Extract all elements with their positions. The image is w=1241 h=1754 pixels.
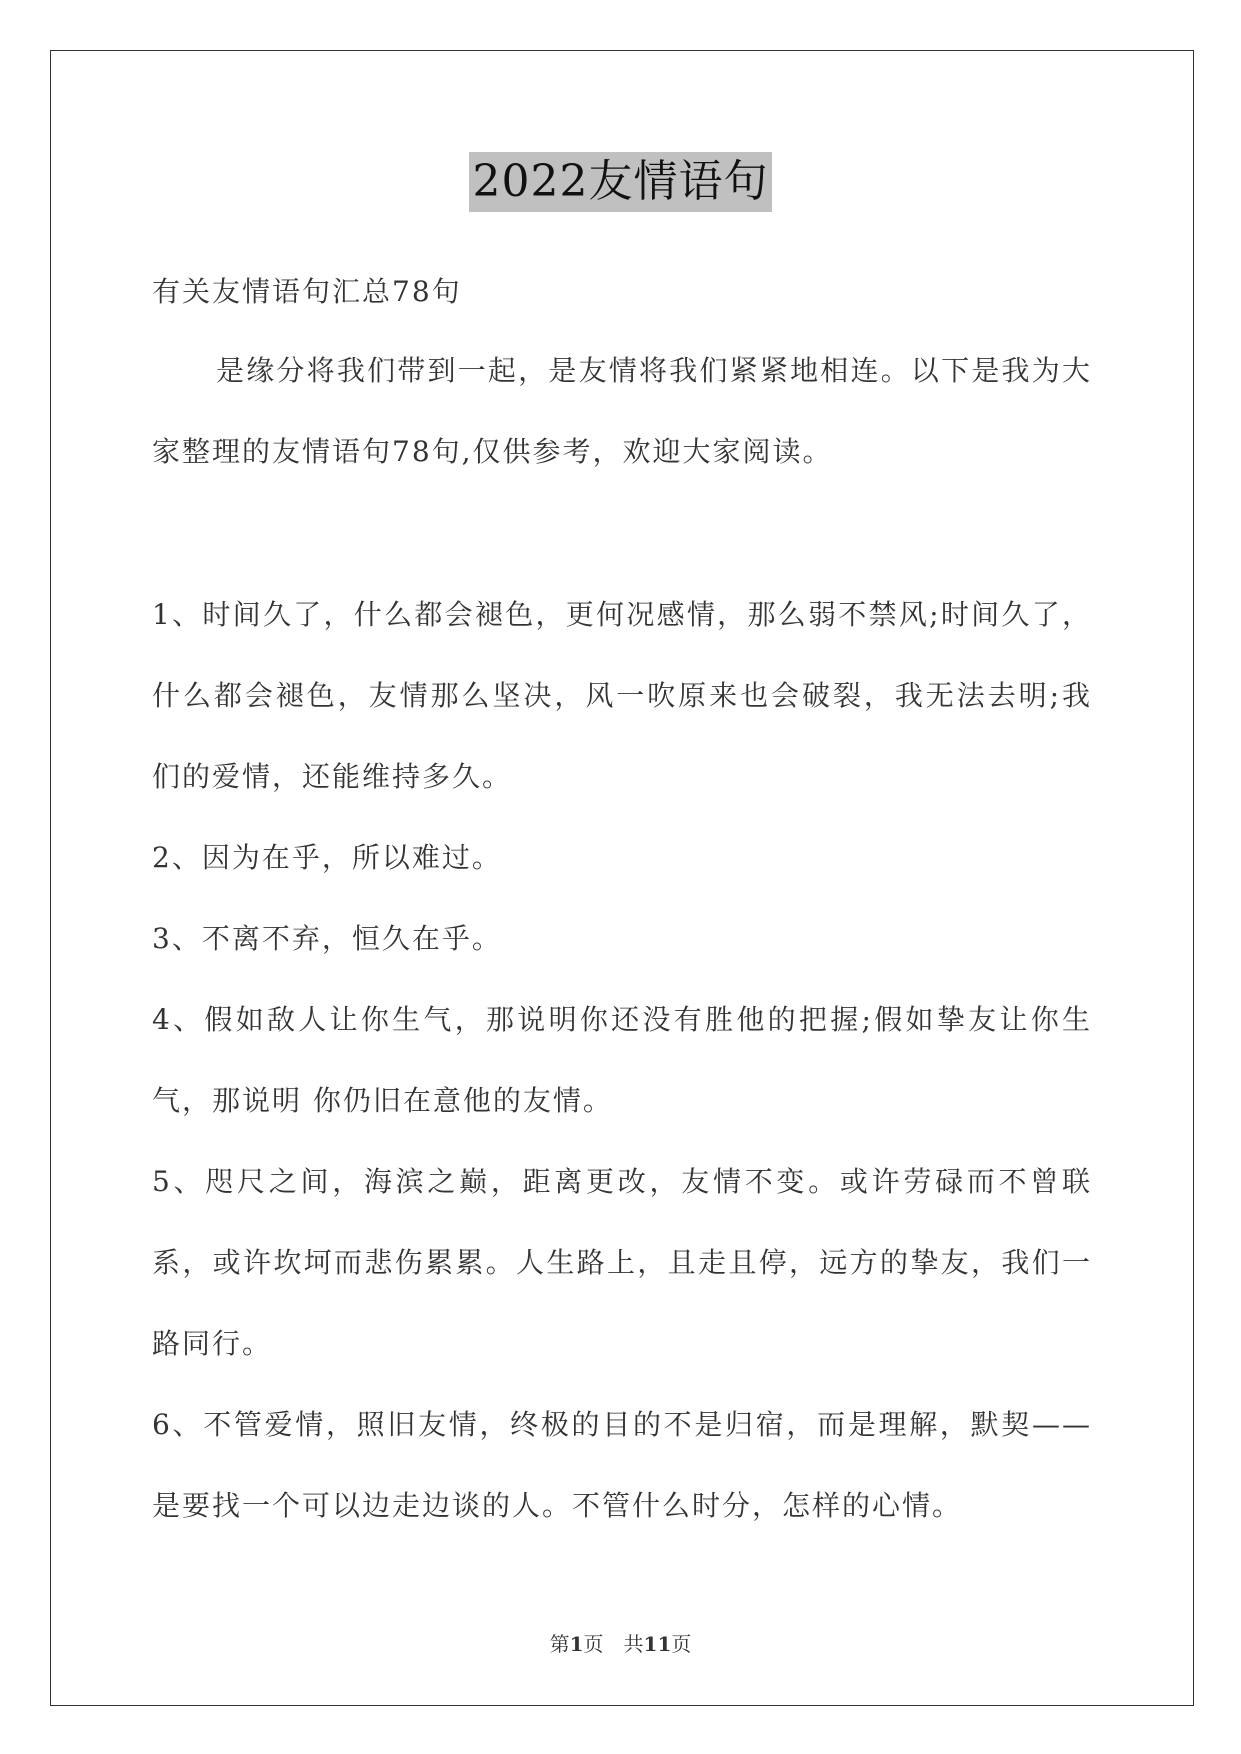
list-item: 1、时间久了，什么都会褪色，更何况感情，那么弱不禁风;时间久了，什么都会褪色，友情那么坚决，风一吹原来也会破裂，我无法去明;我们的爱情，还能维持多久。 <box>152 598 1092 793</box>
page-footer <box>0 1628 1241 1657</box>
page-title: 2022友情语句 <box>469 152 773 212</box>
footer-mid: 页 共 <box>583 1632 644 1656</box>
footer-suffix: 页 <box>671 1632 692 1656</box>
page-number-total: 11 <box>643 1632 672 1656</box>
list-item: 5、咫尺之间，海滨之巅，距离更改，友情不变。或许劳碌而不曾联系，或许坎坷而悲伤累累。人生路上，且走且停，远方的挚友，我们一路同行。 <box>152 1165 1092 1360</box>
list-item: 6、不管爱情，照旧友情，终极的目的不是归宿，而是理解，默契——是要找一个可以边走边谈的人。不管什么时分，怎样的心情。 <box>152 1408 1092 1522</box>
intro-paragraph: 是缘分将我们带到一起，是友情将我们紧紧地相连。以下是我为大家整理的友情语句78句,仅供参考，欢迎大家阅读。 <box>152 354 1092 468</box>
page-number-current: 1 <box>569 1632 584 1656</box>
footer-prefix: 第 <box>549 1632 570 1656</box>
list-item: 3、不离不弃，恒久在乎。 <box>152 922 502 955</box>
document-subtitle: 有关友情语句汇总78句 <box>152 275 462 308</box>
list-item: 2、因为在乎，所以难过。 <box>152 841 502 874</box>
document-body <box>152 264 1092 1546</box>
list-item: 4、假如敌人让你生气，那说明你还没有胜他的把握;假如挚友让你生气，那说明 你仍旧在意他的友情。 <box>152 1003 1092 1117</box>
title-wrap <box>0 152 1241 212</box>
